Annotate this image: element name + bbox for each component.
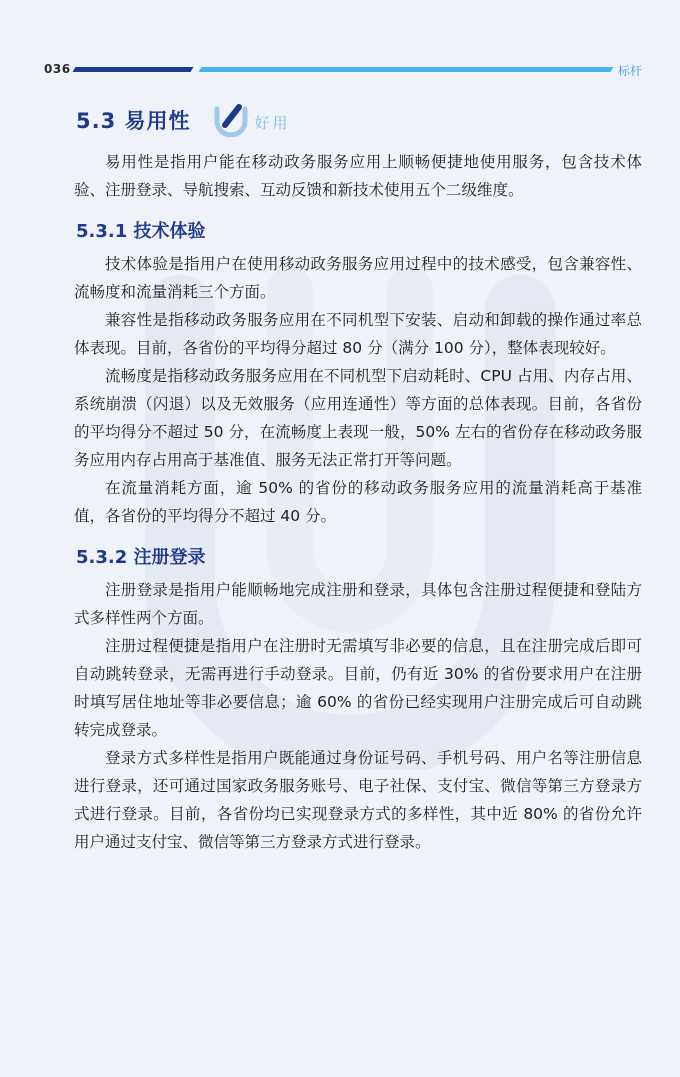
paragraph: 注册登录是指用户能顺畅地完成注册和登录，具体包含注册过程便捷和登陆方式多样性两个方面。	[74, 581, 642, 627]
header-bar-dark	[73, 67, 194, 72]
header-bar-light	[199, 67, 614, 72]
section-badge-text: 好用	[254, 113, 291, 132]
paragraph: 技术体验是指用户在使用移动政务服务应用过程中的技术感受，包含兼容性、流畅度和流量消耗三个方面。	[74, 255, 642, 301]
subsection-title: 5.3.1 技术体验	[76, 221, 206, 242]
page-number: 036	[44, 62, 71, 76]
usability-logo-icon	[213, 103, 251, 137]
paragraph: 兼容性是指移动政务服务应用在不同机型下安装、启动和卸载的操作通过率总体表现。目前，各省份的平均得分超过 80 分（满分 100 分），整体表现较好。	[74, 311, 642, 357]
paragraph: 注册过程便捷是指用户在注册时无需填写非必要的信息，且在注册完成后即可自动跳转登录，无需再进行手动登录。目前，仍有近 30% 的省份要求用户在注册时填写居住地址等非必要信息；逾 60% 的省份已经实现用户注册完成后可自动跳转完成登录。	[74, 637, 642, 739]
paragraph: 登录方式多样性是指用户既能通过身份证号码、手机号码、用户名等注册信息进行登录，还可通过国家政务服务账号、电子社保、支付宝、微信等第三方登录方式进行登录。目前，各省份均已实现登录方式的多样性，其中近 80% 的省份允许用户通过支付宝、微信等第三方登录方式进行登录。	[74, 749, 642, 851]
page-header	[44, 62, 644, 78]
paragraph: 流畅度是指移动政务服务应用在不同机型下启动耗时、CPU 占用、内存占用、系统崩溃（闪退）以及无效服务（应用连通性）等方面的总体表现。目前，各省份的平均得分不超过 50 分，在流畅度上表现一般，50% 左右的省份存在移动政务服务应用内存占用高于基准值、服务无法正常打开等问题。	[74, 367, 642, 469]
section-heading-row	[76, 100, 642, 140]
header-label: 标杆	[617, 64, 642, 78]
main-content	[76, 100, 642, 856]
paragraph: 在流量消耗方面，逾 50% 的省份的移动政务服务应用的流量消耗高于基准值，各省份的平均得分不超过 40 分。	[74, 479, 642, 525]
section-title: 5.3 易用性	[76, 109, 191, 133]
section-intro: 易用性是指用户能在移动政务服务应用上顺畅便捷地使用服务，包含技术体验、注册登录、导航搜索、互动反馈和新技术使用五个二级维度。	[74, 153, 642, 199]
subsection-title: 5.3.2 注册登录	[76, 547, 206, 568]
